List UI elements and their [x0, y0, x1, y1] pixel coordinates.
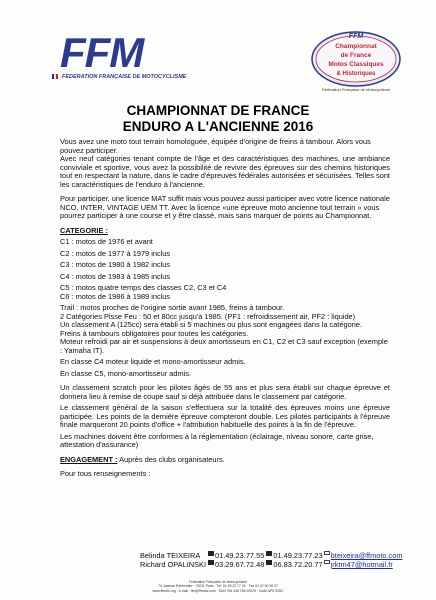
category-item: C6 : motos de 1986 à 1989 inclus — [60, 291, 171, 301]
badge-ffm-text: FFM — [348, 33, 364, 40]
category-item: C5 : motos quatre temps des classes C2, C3 et C4 — [60, 283, 227, 292]
c4-text: En classe C4 moteur liquide et mono-amortisseur admis. — [60, 357, 246, 366]
contact-email-link[interactable]: jrktm47@hotmail.fr — [330, 560, 393, 569]
freins-text: Freins à tambours obligatoires pour toutes les catégories. — [60, 328, 249, 338]
ffm-logo-letters: FFM — [60, 29, 144, 76]
footer-line3: www.ffmoto.org · e-mail : ffm@ffmoto.com · Siret 784 448 748 00029 · Code APE 926C — [152, 588, 284, 593]
badge-line3: Motos Classiques — [328, 61, 384, 68]
document-body — [60, 138, 390, 479]
footer-line2: 74, Avenue Parmentier · 75011 Paris · Tél. 01 49 23 77 00 · Fax 01 47 00 08 37 — [158, 584, 278, 589]
categories-heading: CATEGORIE : — [60, 225, 108, 235]
ffm-logo-tagline: FEDERATION FRANÇAISE DE MOTOCYCLISME — [62, 74, 187, 80]
moteur-text: Moteur refroidi par air et suspensions à deux amortisseurs en C1, C2 et C3 sauf exception (exemple : Yamaha IT). — [60, 337, 388, 355]
contact-phone: 01.49.23.77.55 — [215, 551, 265, 560]
contact-fax: 06.83.72.20.77 — [273, 560, 323, 569]
page-footer — [0, 580, 436, 593]
title-line2: ENDURO A L'ANCIENNE 2016 — [122, 119, 314, 134]
page-title — [0, 103, 436, 135]
french-flag-icon — [52, 74, 58, 79]
contact-row — [140, 560, 403, 569]
category-item: C3 : motos de 1980 à 1982 inclus — [60, 260, 171, 269]
general-classification-rule: Le classement général de la saison s'effectuera sur la totalité des épreuves moins une épreuve participée. Les points de la dernière épreuve compteront double. Les pilotes participants à l'épreuve finale marqueront 20 points d'office + l'attribution habituelle des points à la fin de l'épreuve. — [60, 403, 390, 429]
contact-name: Belinda TEIXEIRA — [140, 551, 201, 560]
email-icon — [324, 551, 330, 555]
engagement-text: Auprès des clubs organisateurs. — [117, 454, 225, 464]
scratch-rule: Un classement scratch pour les pilotes âgés de 55 ans et plus sera établi sur chaque épreuve et donnera lieu à remise de coupe sauf si déjà attribuée dans le classement par catégorie. — [60, 383, 390, 401]
engagement-heading: ENGAGEMENT : — [60, 454, 118, 464]
title-line1: CHAMPIONNAT DE FRANCE — [126, 103, 310, 118]
classement-a-text: Un classement A (125cc) sera établi si 5 machines ou plus sont engagées dans la catégorie. — [60, 320, 362, 329]
badge-caption: Fédération Française de Motocyclisme — [321, 87, 391, 92]
category-item: C2 : motos de 1977 à 1979 inclus — [60, 248, 171, 258]
intro-paragraph-1: Vous avez une moto tout terrain homologuée, équipée d'origine de freins à tambour. Alors vous pouvez participer. — [60, 137, 371, 155]
phone-icon — [208, 560, 214, 565]
badge-line2: de France — [340, 52, 372, 59]
phone-icon — [208, 551, 214, 556]
fax-icon — [266, 551, 272, 556]
contact-fax: 01.49.23.77.23 — [273, 551, 323, 560]
contact-email-link[interactable]: bteixeira@ffmoto.com — [330, 551, 403, 560]
footer-line1: Fédération Française de Motocyclisme — [188, 580, 248, 584]
badge-line1: Championnat — [335, 43, 377, 50]
badge-line4: & Historiques — [336, 71, 376, 77]
contacts-intro: Pour tous renseignements : — [60, 469, 151, 478]
championship-badge-logo — [310, 28, 402, 88]
intro-paragraph-3: Pour participer, une licence MAT suffit mais vous pouvez aussi participer avec votre licence nationale NCO, INTER, VINTAGE UEM TT. Avec la licence «une épreuve moto ancienne tout terrain » vous pourrez participer à une course et y être classé, mais sans marquer de points au Championnat. — [60, 194, 390, 220]
email-icon — [324, 560, 330, 564]
engagement-line — [60, 456, 390, 465]
contact-name: Richard OPALINSKI — [140, 560, 206, 569]
contact-row — [140, 551, 403, 560]
fax-icon — [266, 560, 272, 565]
ffm-logo — [60, 29, 187, 84]
machines-rule: Les machines doivent être conformes à la réglementation (éclairage, niveau sonore, carte grise, attestation d'assurance) — [60, 431, 374, 449]
intro-paragraph-2: Avec neuf catégories tenant compte de l'âge et des caractéristiques des machines, une ambiance conviviale et sportive, vous avez la possibilité de revivre des épreuves sur des chemins historiques tout en respectant la nature, dans le cadre d'épreuves fédérales autorisées et sécurisées. Telles sont les caractéristiques de l'enduro à l'ancienne. — [60, 154, 390, 189]
category-item: C1 : motos de 1976 et avant — [60, 237, 153, 246]
contact-phone: 03.29.67.72.48 — [215, 560, 265, 569]
c5-text: En classe C5, mono-amortisseur admis. — [60, 368, 192, 378]
trail-category: Trail : motos proches de l'origine sortie avant 1985, freins à tambour. — [60, 303, 285, 312]
pisse-feu-category: 2 Catégories Pisse Feu : 50 et 80cc jusqu'à 1985. (PF1 : refroidissement air, PF2 : liquide) — [60, 311, 356, 321]
category-item: C4 : motos de 1983 à 1985 inclus — [60, 271, 171, 281]
contacts-list — [140, 551, 403, 569]
